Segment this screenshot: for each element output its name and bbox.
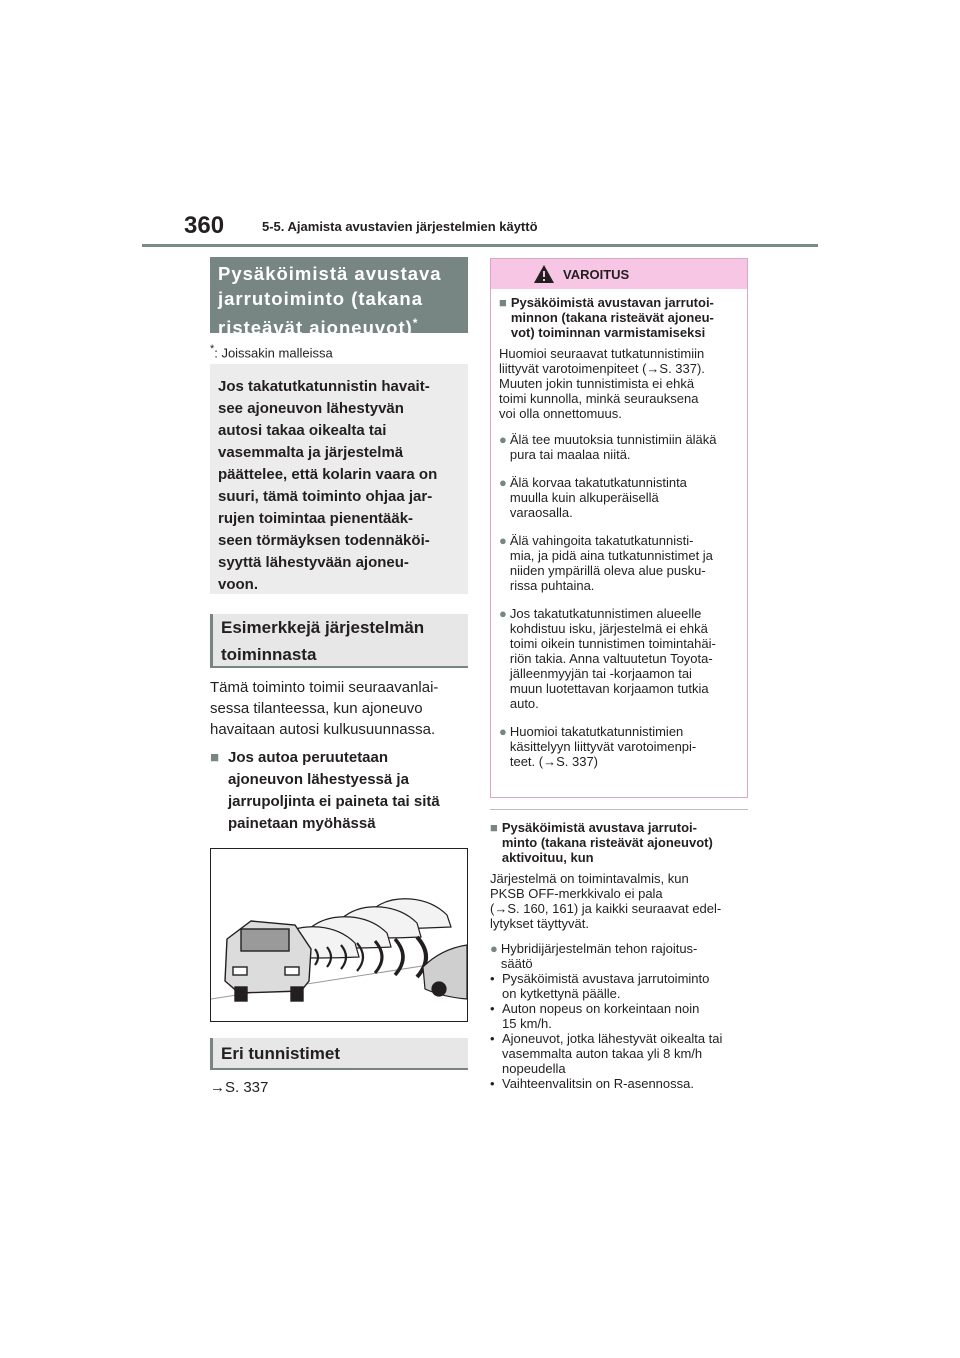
dash-line: Auton nopeus on korkeintaan noin bbox=[502, 1001, 700, 1016]
warning-item-line: teet. (→S. 337) bbox=[509, 754, 599, 769]
warning-item-line: riön takia. Anna valtuutetun Toyota- bbox=[509, 651, 713, 666]
lead-line: autosi takaa oikealta tai bbox=[218, 422, 387, 439]
sensors-ref[interactable]: →S. 337 bbox=[210, 1079, 269, 1096]
parking-illustration bbox=[211, 849, 467, 1021]
dash-line: nopeudella bbox=[502, 1061, 566, 1076]
case-item bbox=[210, 747, 472, 835]
case-line: painetaan myöhässä bbox=[228, 815, 376, 832]
activation-text-line: Järjestelmä on toimintavalmis, kun bbox=[490, 871, 689, 886]
warning-item-line: Huomioi takatutkatunnistimien bbox=[509, 724, 684, 739]
main-heading-line: risteävät ajoneuvot) bbox=[218, 317, 413, 339]
warning-item-line: auto. bbox=[509, 696, 539, 711]
dash-line: Ajoneuvot, jotka lähestyvät oikealta tai bbox=[502, 1031, 723, 1046]
text-line: havaitaan autosi kulkusuunnassa. bbox=[210, 721, 436, 738]
circle-bullet-icon: ● bbox=[499, 533, 507, 548]
circle-bullet-icon: ● bbox=[490, 941, 498, 956]
warning-subheading bbox=[499, 295, 739, 340]
activation-subheading bbox=[490, 820, 750, 865]
circle-bullet-icon: ● bbox=[499, 475, 507, 490]
warning-item bbox=[499, 475, 739, 520]
warning-title: VAROITUS bbox=[563, 267, 630, 282]
warning-item-line: kohdistuu isku, järjestelmä ei ehkä bbox=[509, 621, 708, 636]
lead-line: syyttä lähestyvään ajoneu- bbox=[218, 554, 409, 571]
text-line: sessa tilanteessa, kun ajoneuvo bbox=[210, 700, 423, 717]
warning-item-line: Älä korvaa takatutkatunnistinta bbox=[509, 475, 687, 490]
dash-line: Pysäköimistä avustava jarrutoiminto bbox=[502, 971, 710, 986]
circle-bullet-icon: ● bbox=[499, 606, 507, 621]
lead-line: suuri, tämä toiminto ohjaa jar- bbox=[218, 488, 433, 505]
case-line: jarrupoljinta ei paineta tai sitä bbox=[228, 793, 440, 810]
condition-item bbox=[490, 941, 750, 971]
warning-item-line: Älä vahingoita takatutkatunnisti- bbox=[509, 533, 694, 548]
dash-line: vasemmalta auton takaa yli 8 km/h bbox=[502, 1046, 703, 1061]
dash-bullet-icon: • bbox=[490, 1001, 495, 1016]
warning-header bbox=[491, 259, 747, 289]
header-rule bbox=[142, 244, 818, 247]
warning-sub-line: vot) toiminnan varmistamiseksi bbox=[510, 325, 706, 340]
warning-intro-line: Muuten jokin tunnistimista ei ehkä bbox=[499, 376, 695, 391]
warning-item bbox=[499, 606, 739, 711]
warning-item bbox=[499, 724, 739, 769]
examples-heading-line: toiminnasta bbox=[221, 645, 317, 664]
activation-text-line: lytykset täyttyvät. bbox=[490, 916, 589, 931]
warning-intro-line: toimi kunnolla, minkä seurauksena bbox=[499, 391, 699, 406]
condition-line: Hybridijärjestelmän tehon rajoitus- bbox=[500, 941, 698, 956]
square-bullet-icon: ■ bbox=[210, 749, 220, 766]
warning-sub-line: minnon (takana risteävät ajoneu- bbox=[510, 310, 714, 325]
warning-triangle-icon bbox=[533, 264, 555, 284]
main-heading-line: jarrutoiminto (takana bbox=[218, 288, 423, 309]
lead-line: voon. bbox=[218, 576, 258, 593]
warning-item-line: käsittelyyn liittyvät varotoimenpi- bbox=[509, 739, 697, 754]
square-bullet-icon: ■ bbox=[490, 820, 498, 835]
activation-text-line: PKSB OFF-merkkivalo ei pala bbox=[490, 886, 663, 901]
warning-sub-line: Pysäköimistä avustavan jarrutoi- bbox=[510, 295, 714, 310]
dash-item bbox=[490, 971, 750, 1001]
warning-item-line: jälleenmyyjän tai -korjaamon tai bbox=[509, 666, 692, 681]
warning-item-line: toimi oikein tunnistimen toimintahäi- bbox=[509, 636, 716, 651]
warning-item-line: mia, ja pidä aina tutkatunnistimet ja bbox=[509, 548, 713, 563]
dash-bullet-icon: • bbox=[490, 971, 495, 986]
activation-sub-line: minto (takana risteävät ajoneuvot) bbox=[501, 835, 713, 850]
dash-line: 15 km/h. bbox=[502, 1016, 552, 1031]
warning-item-line: muun luotettavan korjaamon tutkia bbox=[509, 681, 709, 696]
examples-heading-line: Esimerkkejä järjestelmän bbox=[221, 618, 425, 637]
separator bbox=[490, 809, 748, 810]
dash-item bbox=[490, 1076, 750, 1091]
lead-box bbox=[210, 364, 468, 594]
square-bullet-icon: ■ bbox=[499, 295, 507, 310]
circle-bullet-icon: ● bbox=[499, 724, 507, 739]
warning-item-line: pura tai maalaa niitä. bbox=[509, 447, 631, 462]
dash-line: on kytkettynä päälle. bbox=[502, 986, 621, 1001]
sensors-heading bbox=[210, 1038, 468, 1070]
footnote bbox=[210, 343, 333, 360]
dash-line: Vaihteenvalitsin on R-asennossa. bbox=[502, 1076, 694, 1091]
warning-item bbox=[499, 432, 739, 462]
examples-text bbox=[210, 677, 472, 740]
warning-item-line: Jos takatutkatunnistimen alueelle bbox=[509, 606, 702, 621]
page-number: 360 bbox=[184, 212, 225, 239]
sensors-heading-text: Eri tunnistimet bbox=[221, 1044, 341, 1063]
warning-intro-line: liittyvät varotoimenpiteet (→S. 337). bbox=[499, 361, 705, 376]
dash-bullet-icon: • bbox=[490, 1031, 495, 1046]
warning-item-line: muulla kuin alkuperäisellä bbox=[509, 490, 659, 505]
circle-bullet-icon: ● bbox=[499, 432, 507, 447]
footnote-marker: * bbox=[210, 343, 215, 355]
dash-item bbox=[490, 1001, 750, 1031]
footnote-marker: * bbox=[412, 316, 419, 330]
activation-sub-line: Pysäköimistä avustava jarrutoi- bbox=[501, 820, 697, 835]
activation-text-line: (→S. 160, 161) ja kaikki seuraavat edel- bbox=[490, 901, 722, 916]
activation-section bbox=[490, 820, 750, 1091]
warning-item-line: varaosalla. bbox=[509, 505, 573, 520]
warning-intro-line: Huomioi seuraavat tutkatunnistimiin bbox=[499, 346, 705, 361]
main-heading-line: Pysäköimistä avustava bbox=[218, 263, 442, 284]
text-line: Tämä toiminto toimii seuraavanlai- bbox=[210, 679, 439, 696]
main-heading bbox=[210, 257, 468, 339]
examples-heading bbox=[210, 614, 468, 668]
warning-body bbox=[491, 289, 747, 775]
warning-item-line: rissa puhtaina. bbox=[509, 578, 595, 593]
warning-intro-line: voi olla onnettomuus. bbox=[499, 406, 622, 421]
warning-item-line: niiden ympärillä oleva alue pusku- bbox=[509, 563, 706, 578]
section-title: 5-5. Ajamista avustavien järjestelmien käyttö bbox=[262, 219, 538, 234]
dash-bullet-icon: • bbox=[490, 1076, 495, 1091]
lead-line: vasemmalta ja järjestelmä bbox=[218, 444, 404, 461]
lead-line: Jos takatutkatunnistin havait- bbox=[218, 378, 430, 395]
case-line: Jos autoa peruutetaan bbox=[228, 749, 389, 766]
case-line: ajoneuvon lähestyessä ja bbox=[228, 771, 409, 788]
lead-line: päättelee, että kolarin vaara on bbox=[218, 466, 438, 483]
footnote-text: : Joissakin malleissa bbox=[214, 345, 333, 361]
lead-line: seen törmäyksen todennäköi- bbox=[218, 532, 430, 549]
condition-line: säätö bbox=[500, 956, 533, 971]
illustration bbox=[210, 848, 468, 1022]
case-text bbox=[228, 747, 440, 835]
dash-item bbox=[490, 1031, 750, 1076]
warning-box bbox=[490, 258, 748, 798]
activation-text bbox=[490, 871, 750, 931]
lead-line: rujen toimintaa pienentääk- bbox=[218, 510, 414, 527]
warning-item-line: Älä tee muutoksia tunnistimiin äläkä bbox=[509, 432, 717, 447]
lead-line: see ajoneuvon lähestyvän bbox=[218, 400, 404, 417]
warning-intro bbox=[499, 346, 739, 421]
activation-sub-line: aktivoituu, kun bbox=[501, 850, 594, 865]
warning-item bbox=[499, 533, 739, 593]
